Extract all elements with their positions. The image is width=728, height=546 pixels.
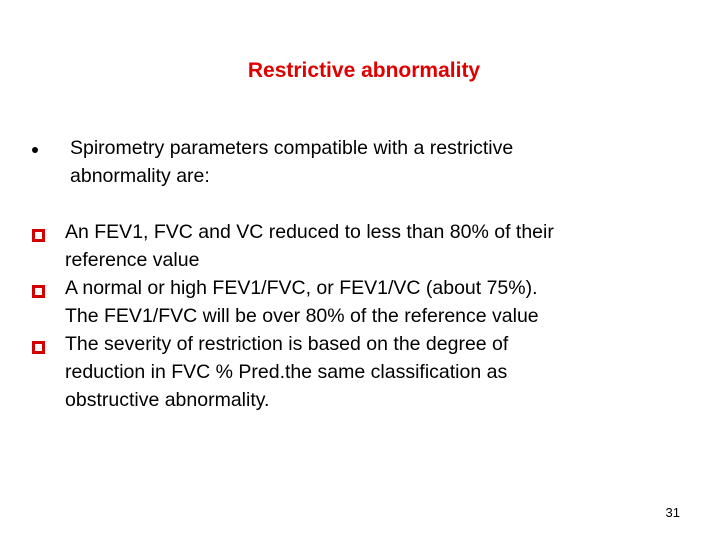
page-number: 31 <box>665 505 680 520</box>
list-item-line-1: A normal or high FEV1/FVC, or FEV1/VC (about 75%). <box>65 277 538 299</box>
list-item <box>30 218 690 274</box>
list-item-line-2: reduction in FVC % Pred.the same classification as <box>65 361 508 383</box>
square-bullet-icon <box>30 274 60 302</box>
slide-title: Restrictive abnormality <box>247 59 481 82</box>
list-item-line-1: An FEV1, FVC and VC reduced to less than 80% of their <box>65 221 554 243</box>
slide-content <box>30 134 690 414</box>
intro-bullet <box>30 134 690 190</box>
bullet-dot-icon <box>30 134 60 162</box>
square-bullet-icon <box>30 218 60 246</box>
list-item-line-3: obstructive abnormality. <box>65 389 270 411</box>
intro-bullet-line-2: abnormality are: <box>70 165 210 187</box>
list-item <box>30 274 690 330</box>
spacer <box>30 190 690 218</box>
square-bullet-icon <box>30 330 60 358</box>
list-item-line-2: reference value <box>65 249 200 271</box>
list-item <box>30 330 690 414</box>
list-item-line-2: The FEV1/FVC will be over 80% of the reference value <box>65 305 539 327</box>
list-item-line-1: The severity of restriction is based on the degree of <box>65 333 509 355</box>
intro-bullet-line-1: Spirometry parameters compatible with a restrictive <box>70 137 514 159</box>
